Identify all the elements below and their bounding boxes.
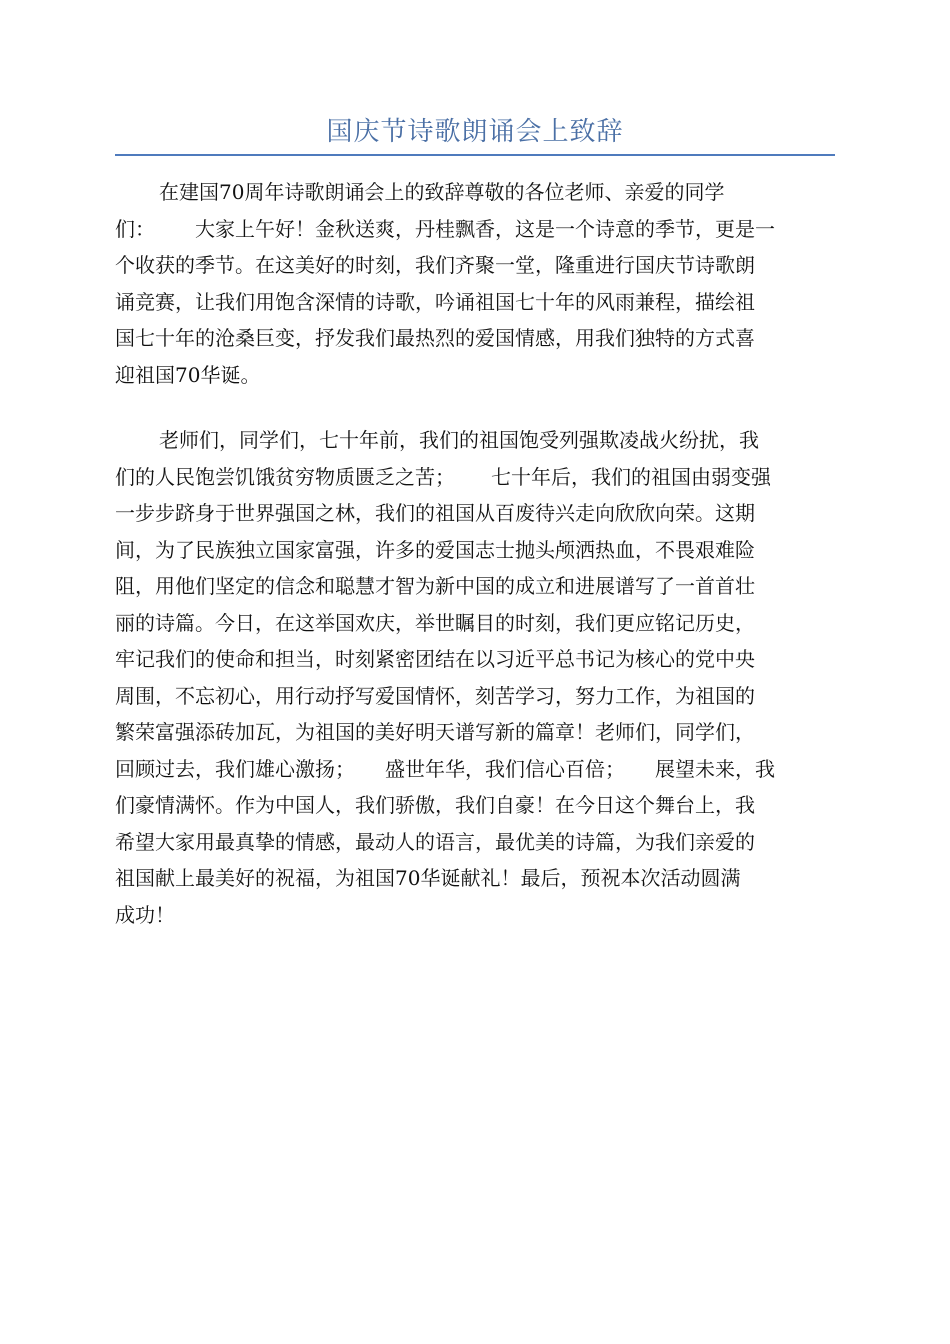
paragraph-line: 们的人民饱尝饥饿贫穷物质匮乏之苦； 七十年后，我们的祖国由弱变强 <box>115 464 771 489</box>
document-title: 国庆节诗歌朗诵会上致辞 <box>326 117 624 147</box>
paragraph-2 <box>115 422 835 933</box>
title-underline <box>115 154 835 156</box>
paragraph-line: 国七十年的沧桑巨变，抒发我们最热烈的爱国情感，用我们独特的方式喜 <box>115 326 755 350</box>
paragraph-line: 牢记我们的使命和担当，时刻紧密团结在以习近平总书记为核心的党中央 <box>115 647 755 671</box>
paragraph-line: 们： 大家上午好！金秋送爽，丹桂飘香，这是一个诗意的季节，更是一 <box>115 216 775 241</box>
paragraph-line: 阻，用他们坚定的信念和聪慧才智为新中国的成立和进展谱写了一首首壮 <box>115 574 755 598</box>
paragraph-line: 诵竞赛，让我们用饱含深情的诗歌，吟诵祖国七十年的风雨兼程，描绘祖 <box>115 289 755 314</box>
paragraph-line: 祖国献上最美好的祝福，为祖国70华诞献礼！最后，预祝本次活动圆满 <box>115 866 741 890</box>
paragraph-line: 迎祖国70华诞。 <box>115 362 261 387</box>
paragraph-line: 们豪情满怀。作为中国人，我们骄傲，我们自豪！在今日这个舞台上，我 <box>115 793 755 817</box>
paragraph-line: 周围，不忘初心，用行动抒写爱国情怀，刻苦学习，努力工作，为祖国的 <box>115 683 755 708</box>
paragraph-line: 希望大家用最真挚的情感，最动人的语言，最优美的诗篇，为我们亲爱的 <box>115 829 755 854</box>
paragraph-line: 在建国70周年诗歌朗诵会上的致辞尊敬的各位老师、亲爱的同学 <box>159 180 725 204</box>
paragraph-line: 回顾过去，我们雄心激扬； 盛世年华，我们信心百倍； 展望未来，我 <box>115 756 775 781</box>
paragraph-line: 繁荣富强添砖加瓦，为祖国的美好明天谱写新的篇章！老师们，同学们， <box>115 720 755 744</box>
paragraph-1 <box>115 174 835 393</box>
paragraph-line: 丽的诗篇。今日，在这举国欢庆，举世瞩目的时刻，我们更应铭记历史， <box>115 610 755 635</box>
paragraph-line: 间，为了民族独立国家富强，许多的爱国志士抛头颅洒热血，不畏艰难险 <box>115 537 755 562</box>
paragraph-line: 老师们，同学们，七十年前，我们的祖国饱受列强欺凌战火纷扰，我 <box>159 428 759 452</box>
paragraph-line: 一步步跻身于世界强国之林，我们的祖国从百废待兴走向欣欣向荣。这期 <box>115 501 755 525</box>
paragraph-line: 个收获的季节。在这美好的时刻，我们齐聚一堂，隆重进行国庆节诗歌朗 <box>115 253 755 277</box>
paragraph-line: 成功！ <box>115 902 175 927</box>
